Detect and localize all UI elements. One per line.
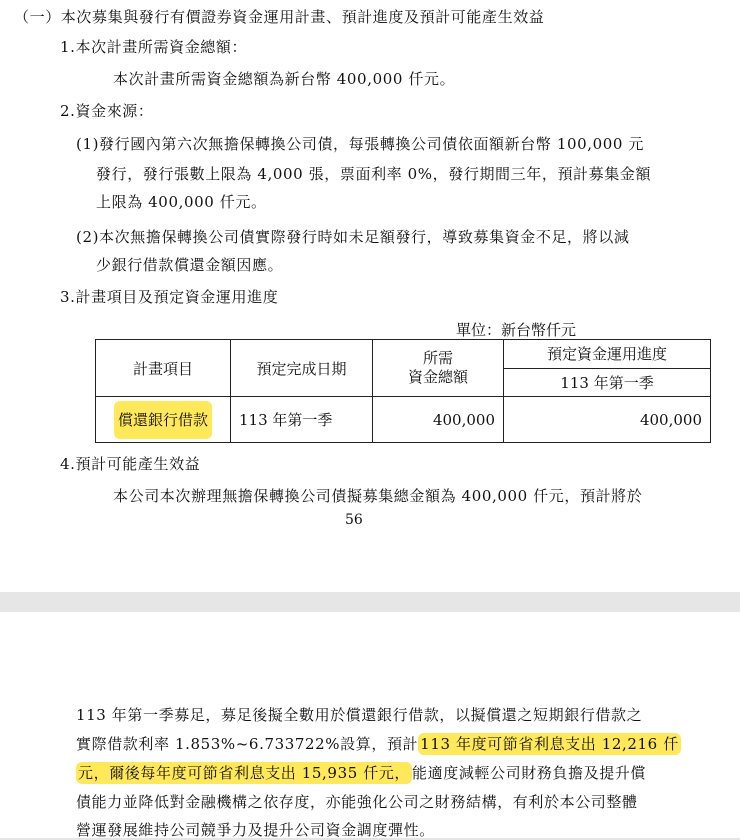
page2-line2-text: 實際借款利率 1.853%~6.733722%設算，預計 [76, 735, 419, 753]
cell-progress-amount: 400,000 [504, 397, 711, 443]
item-1-title: 1.本次計畫所需資金總額： [60, 38, 248, 56]
item-4-text: 本公司本次辦理無擔保轉換公司債擬募集總金額為 400,000 仟元，預計將於 [113, 487, 643, 505]
header-total-funds-line1: 所需 [422, 349, 453, 367]
item-2-para1-line1: (1)發行國內第六次無擔保轉換公司債，每張轉換公司債依面額新台幣 100,000 元 [76, 135, 645, 153]
header-progress: 預定資金運用進度 [504, 340, 711, 369]
page2-line3-text: 能適度減輕公司財務負擔及提升償 [412, 764, 647, 782]
cell-total-funds: 400,000 [373, 397, 504, 443]
item-2-para1-line2: 發行，發行張數上限為 4,000 張，票面利率 0%，發行期間三年，預計募集金額 [96, 165, 652, 183]
item-2-para2-line2: 少銀行借款償還金額因應。 [96, 256, 284, 274]
page2-line2-highlight: 113 年度可節省利息支出 12,216 仟 [420, 735, 679, 753]
page2-line3 [76, 763, 646, 783]
page-number: 56 [345, 512, 363, 528]
page2-line3-highlight: 元，爾後每年度可節省利息支出 15,935 仟元， [78, 764, 411, 782]
item-2-para2-line1: (2)本次無擔保轉換公司債實際發行時如未足額發行，導致募集資金不足，將以減 [76, 228, 630, 246]
funding-schedule-table [95, 339, 711, 443]
item-3-title: 3.計畫項目及預定資金運用進度 [60, 288, 279, 306]
item-4-title: 4.預計可能產生效益 [60, 455, 201, 473]
unit-label: 單位：新台幣仟元 [456, 321, 577, 339]
item-2-title: 2.資金來源： [60, 102, 154, 120]
item-1-text: 本次計畫所需資金總額為新台幣 400,000 仟元。 [113, 70, 456, 88]
page2-line1: 113 年第一季募足，募足後擬全數用於償還銀行借款，以擬償還之短期銀行借款之 [76, 706, 643, 724]
header-total-funds [373, 340, 504, 397]
document-page-2 [0, 612, 740, 838]
page2-line2 [76, 734, 681, 754]
page2-line4: 債能力並降低對金融機構之依存度，亦能強化公司之財務結構，有利於本公司整體 [76, 793, 638, 811]
cell-plan-item [96, 397, 231, 443]
item-2-para1-line3: 上限為 400,000 仟元。 [96, 193, 267, 211]
header-quarter: 113 年第一季 [504, 368, 711, 397]
section-heading: （一）本次募集與發行有價證券資金運用計畫、預計進度及預計可能產生效益 [14, 8, 545, 26]
header-total-funds-line2: 資金總額 [407, 368, 468, 386]
header-plan-item: 計畫項目 [96, 340, 231, 397]
cell-plan-item-text: 償還銀行借款 [114, 401, 212, 439]
header-completion-date: 預定完成日期 [231, 340, 373, 397]
cell-completion-date: 113 年第一季 [231, 397, 373, 443]
page2-line5: 營運發展維持公司競爭力及提升公司資金調度彈性。 [76, 821, 435, 839]
